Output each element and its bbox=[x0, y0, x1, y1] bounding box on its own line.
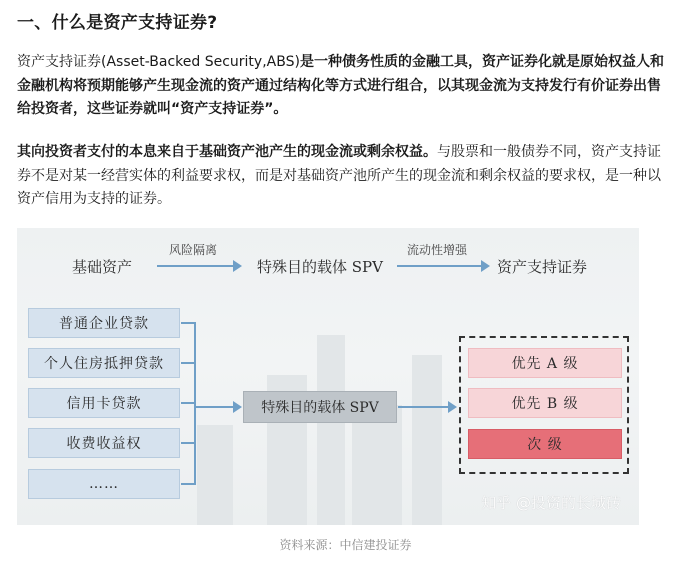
arrow-line bbox=[397, 265, 483, 267]
tranche-senior-a: 优先 A 级 bbox=[468, 348, 622, 378]
flow-label-liquidity: 流动性增强 bbox=[407, 243, 468, 257]
connector-line bbox=[181, 483, 195, 485]
asset-box: 个人住房抵押贷款 bbox=[28, 348, 180, 378]
abs-structure-figure bbox=[17, 228, 639, 525]
arrow-line bbox=[157, 265, 235, 267]
arrow-line bbox=[398, 406, 450, 408]
asset-box: …… bbox=[28, 469, 180, 499]
background-building bbox=[412, 355, 442, 525]
arrow-right-icon bbox=[233, 260, 242, 272]
flow-step-underlying-assets: 基础资产 bbox=[72, 258, 133, 276]
definition-bold-text: 是一种债务性质的金融工具，资产证券化就是原始权益人和金融机构将预期能够产生现金流的资产通过结构化等方式进行组合，以其现金流为支持发行有价证券出售给投资者，这些证券就叫“资产支持证券”。 bbox=[17, 54, 664, 117]
flow-step-spv: 特殊目的载体 SPV bbox=[257, 258, 383, 276]
arrow-right-icon bbox=[481, 260, 490, 272]
figure-caption: 资料来源：中信建投证券 bbox=[279, 538, 412, 552]
asset-box: 普通企业贷款 bbox=[28, 308, 180, 338]
connector-line bbox=[181, 402, 195, 404]
connector-line bbox=[181, 442, 195, 444]
connector-line bbox=[181, 362, 195, 364]
asset-box: 信用卡贷款 bbox=[28, 388, 180, 418]
arrow-line bbox=[195, 406, 235, 408]
watermark: 知乎 @投资的长城砖 bbox=[481, 494, 621, 512]
asset-box: 收费收益权 bbox=[28, 428, 180, 458]
returns-plain-text: 与股票和一般债券不同，资产支持证券不是对某一经营实体的利益要求权，而是对基础资产池所产生的现金流和剩余权益的要求权，是一种以资产信用为支持的证券。 bbox=[17, 144, 661, 207]
background-building bbox=[352, 405, 402, 525]
arrow-right-icon bbox=[233, 401, 242, 413]
returns-bold-text: 其向投资者支付的本息来自于基础资产池产生的现金流或剩余权益。 bbox=[17, 144, 437, 160]
paragraph-definition bbox=[17, 51, 673, 122]
flow-label-risk-isolation: 风险隔离 bbox=[169, 243, 218, 257]
tranche-subordinate: 次 级 bbox=[468, 429, 622, 459]
paragraph-returns bbox=[17, 141, 673, 212]
connector-line bbox=[194, 322, 196, 485]
definition-plain-text: 资产支持证券(Asset-Backed Security,ABS) bbox=[17, 54, 300, 70]
arrow-right-icon bbox=[448, 401, 457, 413]
background-building bbox=[317, 335, 345, 525]
spv-box: 特殊目的载体 SPV bbox=[243, 391, 397, 423]
background-building bbox=[197, 425, 233, 525]
connector-line bbox=[181, 322, 195, 324]
tranche-senior-b: 优先 B 级 bbox=[468, 388, 622, 418]
section-heading: 一、什么是资产支持证券? bbox=[17, 13, 218, 33]
flow-step-abs: 资产支持证券 bbox=[497, 258, 588, 276]
